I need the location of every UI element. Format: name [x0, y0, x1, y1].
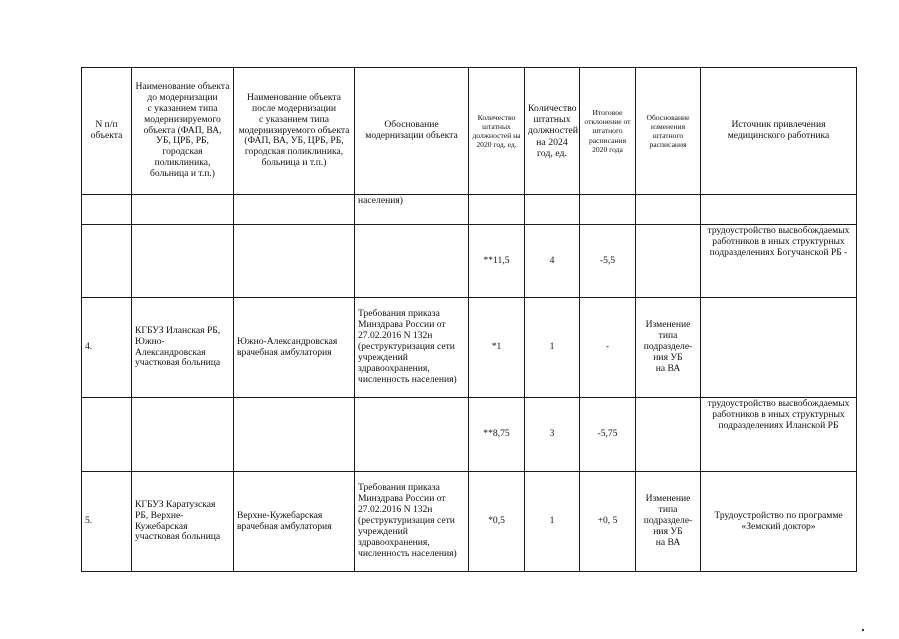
table-row [82, 195, 857, 225]
cell-staff-2020: **8,75 [469, 398, 525, 472]
header-name-after: Наименование объекта после модернизации с указанием типа модернизируемого объекта (ФАП, ВА, УБ, ЦРБ, РБ, городская поликлиника, больница и т.п.) [234, 68, 355, 195]
cell-index [82, 195, 132, 225]
header-index: N п/п объекта [82, 68, 132, 195]
cell-justification [355, 225, 469, 298]
cell-name-before [132, 195, 234, 225]
cell-staff-2024: 3 [525, 398, 580, 472]
cell-change-reason [636, 225, 701, 298]
cell-staff-2024: 4 [525, 225, 580, 298]
cell-index [82, 398, 132, 472]
cell-index [82, 225, 132, 298]
header-staff-2020: Количество штатных должностей на 2020 год, ед. [469, 68, 525, 195]
cell-staff-2020: *0,5 [469, 472, 525, 572]
cell-staff-2020: *1 [469, 298, 525, 398]
cell-deviation: -5,5 [580, 225, 636, 298]
cell-change-reason [636, 398, 701, 472]
cell-name-before [132, 398, 234, 472]
cell-source: трудоустройство высвобождаемых работников в иных структурных подразделениях Иланской РБ [701, 398, 857, 472]
header-deviation: Итоговое отклонение от штатного расписания 2020 года [580, 68, 636, 195]
header-row [82, 68, 857, 195]
cell-deviation: - [580, 298, 636, 398]
table-row [82, 398, 857, 472]
cell-staff-2020: **11,5 [469, 225, 525, 298]
cell-justification: населения) [355, 195, 469, 225]
header-justification: Обоснование модернизации объекта [355, 68, 469, 195]
cell-deviation: -5,75 [580, 398, 636, 472]
cell-staff-2024: 1 [525, 472, 580, 572]
cell-source [701, 298, 857, 398]
header-staff-change-reason: Обоснование изменения штатного расписания [636, 68, 701, 195]
cell-justification: Требования приказа Минздрава России от 27.02.2016 N 132н (реструктуризация сети учреждений здравоохранения, численность населения) [355, 472, 469, 572]
cell-source: Трудоустройство по программе «Земский доктор» [701, 472, 857, 572]
table-row [82, 225, 857, 298]
header-name-before: Наименование объекта до модернизации с указанием типа модернизируемого объекта (ФАП, ВА, УБ, ЦРБ, РБ, городская поликлиника, больница и т.п.) [132, 68, 234, 195]
scan-speck [862, 629, 864, 631]
cell-name-before [132, 225, 234, 298]
cell-staff-2020 [469, 195, 525, 225]
cell-justification: Требования приказа Минздрава России от 27.02.2016 N 132н (реструктуризация сети учреждений здравоохранения, численность населения) [355, 298, 469, 398]
header-staff-2024: Количество штатных должностей на 2024 год, ед. [525, 68, 580, 195]
cell-name-before: КГБУЗ Каратузская РБ, Верхне-Кужебарская участковая больница [132, 472, 234, 572]
cell-deviation [580, 195, 636, 225]
cell-name-before: КГБУЗ Иланская РБ, Южно-Александровская участковая больница [132, 298, 234, 398]
cell-source [701, 195, 857, 225]
cell-name-after: Южно-Александровская врачебная амбулатория [234, 298, 355, 398]
modernization-table [81, 67, 857, 572]
cell-staff-2024 [525, 195, 580, 225]
cell-name-after [234, 398, 355, 472]
cell-source: трудоустройство высвобождаемых работников в иных структурных подразделениях Богучанской РБ - [701, 225, 857, 298]
header-source: Источник привлечения медицинского работника [701, 68, 857, 195]
cell-name-after: Верхне-Кужебарская врачебная амбулатория [234, 472, 355, 572]
cell-deviation: +0, 5 [580, 472, 636, 572]
cell-staff-2024: 1 [525, 298, 580, 398]
cell-change-reason: Изменение типа подразделе-ния УБ на ВА [636, 472, 701, 572]
cell-change-reason: Изменение типа подразделе-ния УБ на ВА [636, 298, 701, 398]
cell-index: 5. [82, 472, 132, 572]
cell-change-reason [636, 195, 701, 225]
cell-justification [355, 398, 469, 472]
table-row [82, 472, 857, 572]
cell-name-after [234, 195, 355, 225]
cell-index: 4. [82, 298, 132, 398]
cell-name-after [234, 225, 355, 298]
table-row [82, 298, 857, 398]
